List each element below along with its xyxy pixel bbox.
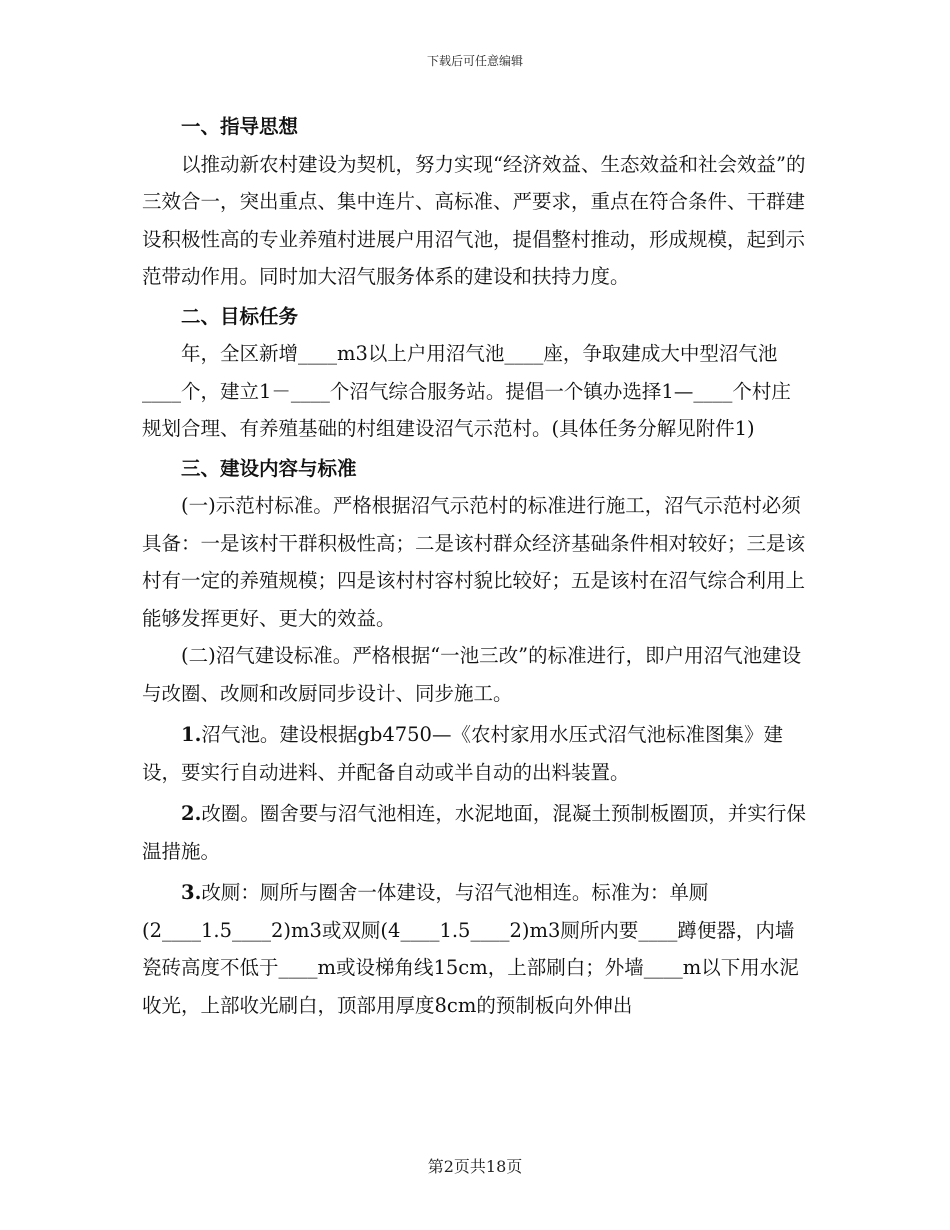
list-item-text: 改圈。圈舍要与沼气池相连，水泥地面，混凝土预制板圈顶，并实行保温措施。: [142, 802, 806, 863]
document-body: [142, 108, 806, 1024]
paragraph: 以推动新农村建设为契机，努力实现“经济效益、生态效益和社会效益”的三效合一，突出重点、集中连片、高标准、严要求，重点在符合条件、干群建设积极性高的专业养殖村进展户用沼气池，提倡整村推动，形成规模，起到示范带动作用。同时加大沼气服务体系的建设和扶持力度。: [142, 152, 806, 288]
list-item-number: 2.: [181, 802, 202, 825]
section-heading-target-tasks: 二、目标任务: [181, 304, 299, 328]
list-item: [142, 716, 806, 791]
list-item-number: 1.: [181, 723, 202, 746]
list-item-text: 沼气池。建设根据gb4750—《农村家用水压式沼气池标准图集》建设，要实行自动进料、并配备自动或半自动的出料装置。: [142, 723, 783, 784]
list-item: [142, 874, 806, 1024]
page-header: 下载后可任意编辑: [426, 54, 523, 68]
section-heading-construction-standards: 三、建设内容与标准: [181, 456, 357, 480]
list-item: [142, 795, 806, 870]
paragraph: (一)示范村标准。严格根据沼气示范村的标准进行施工，沼气示范村必须具备：一是该村干群积极性高；二是该村群众经济基础条件相对较好；三是该村有一定的养殖规模；四是该村村容村貌比较好；五是该村在沼气综合利用上能够发挥更好、更大的效益。: [142, 494, 806, 630]
paragraph: (二)沼气建设标准。严格根据“一池三改”的标准进行，即户用沼气池建设与改圈、改厕和改厨同步设计、同步施工。: [142, 644, 802, 705]
paragraph: 年，全区新增____m3以上户用沼气池____座，争取建成大中型沼气池____个，建立1－____个沼气综合服务站。提倡一个镇办选择1—____个村庄规划合理、有养殖基础的村组建设沼气示范村。(具体任务分解见附件1): [142, 342, 791, 440]
list-item-text: 改厕：厕所与圈舍一体建设，与沼气池相连。标准为：单厕(2____1.5____2)m3或双厕(4____1.5____2)m3厕所内要____蹲便器，内墙瓷砖高度不低于____m或设梯角线15cm，上部刷白；外墙____m以下用水泥收光，上部收光刷白，顶部用厚度8cm的预制板向外伸出: [142, 881, 799, 1017]
section-heading-guiding-thought: 一、指导思想: [181, 115, 299, 138]
page-footer: 第2页共18页: [427, 1157, 523, 1176]
list-item-number: 3.: [181, 881, 202, 904]
